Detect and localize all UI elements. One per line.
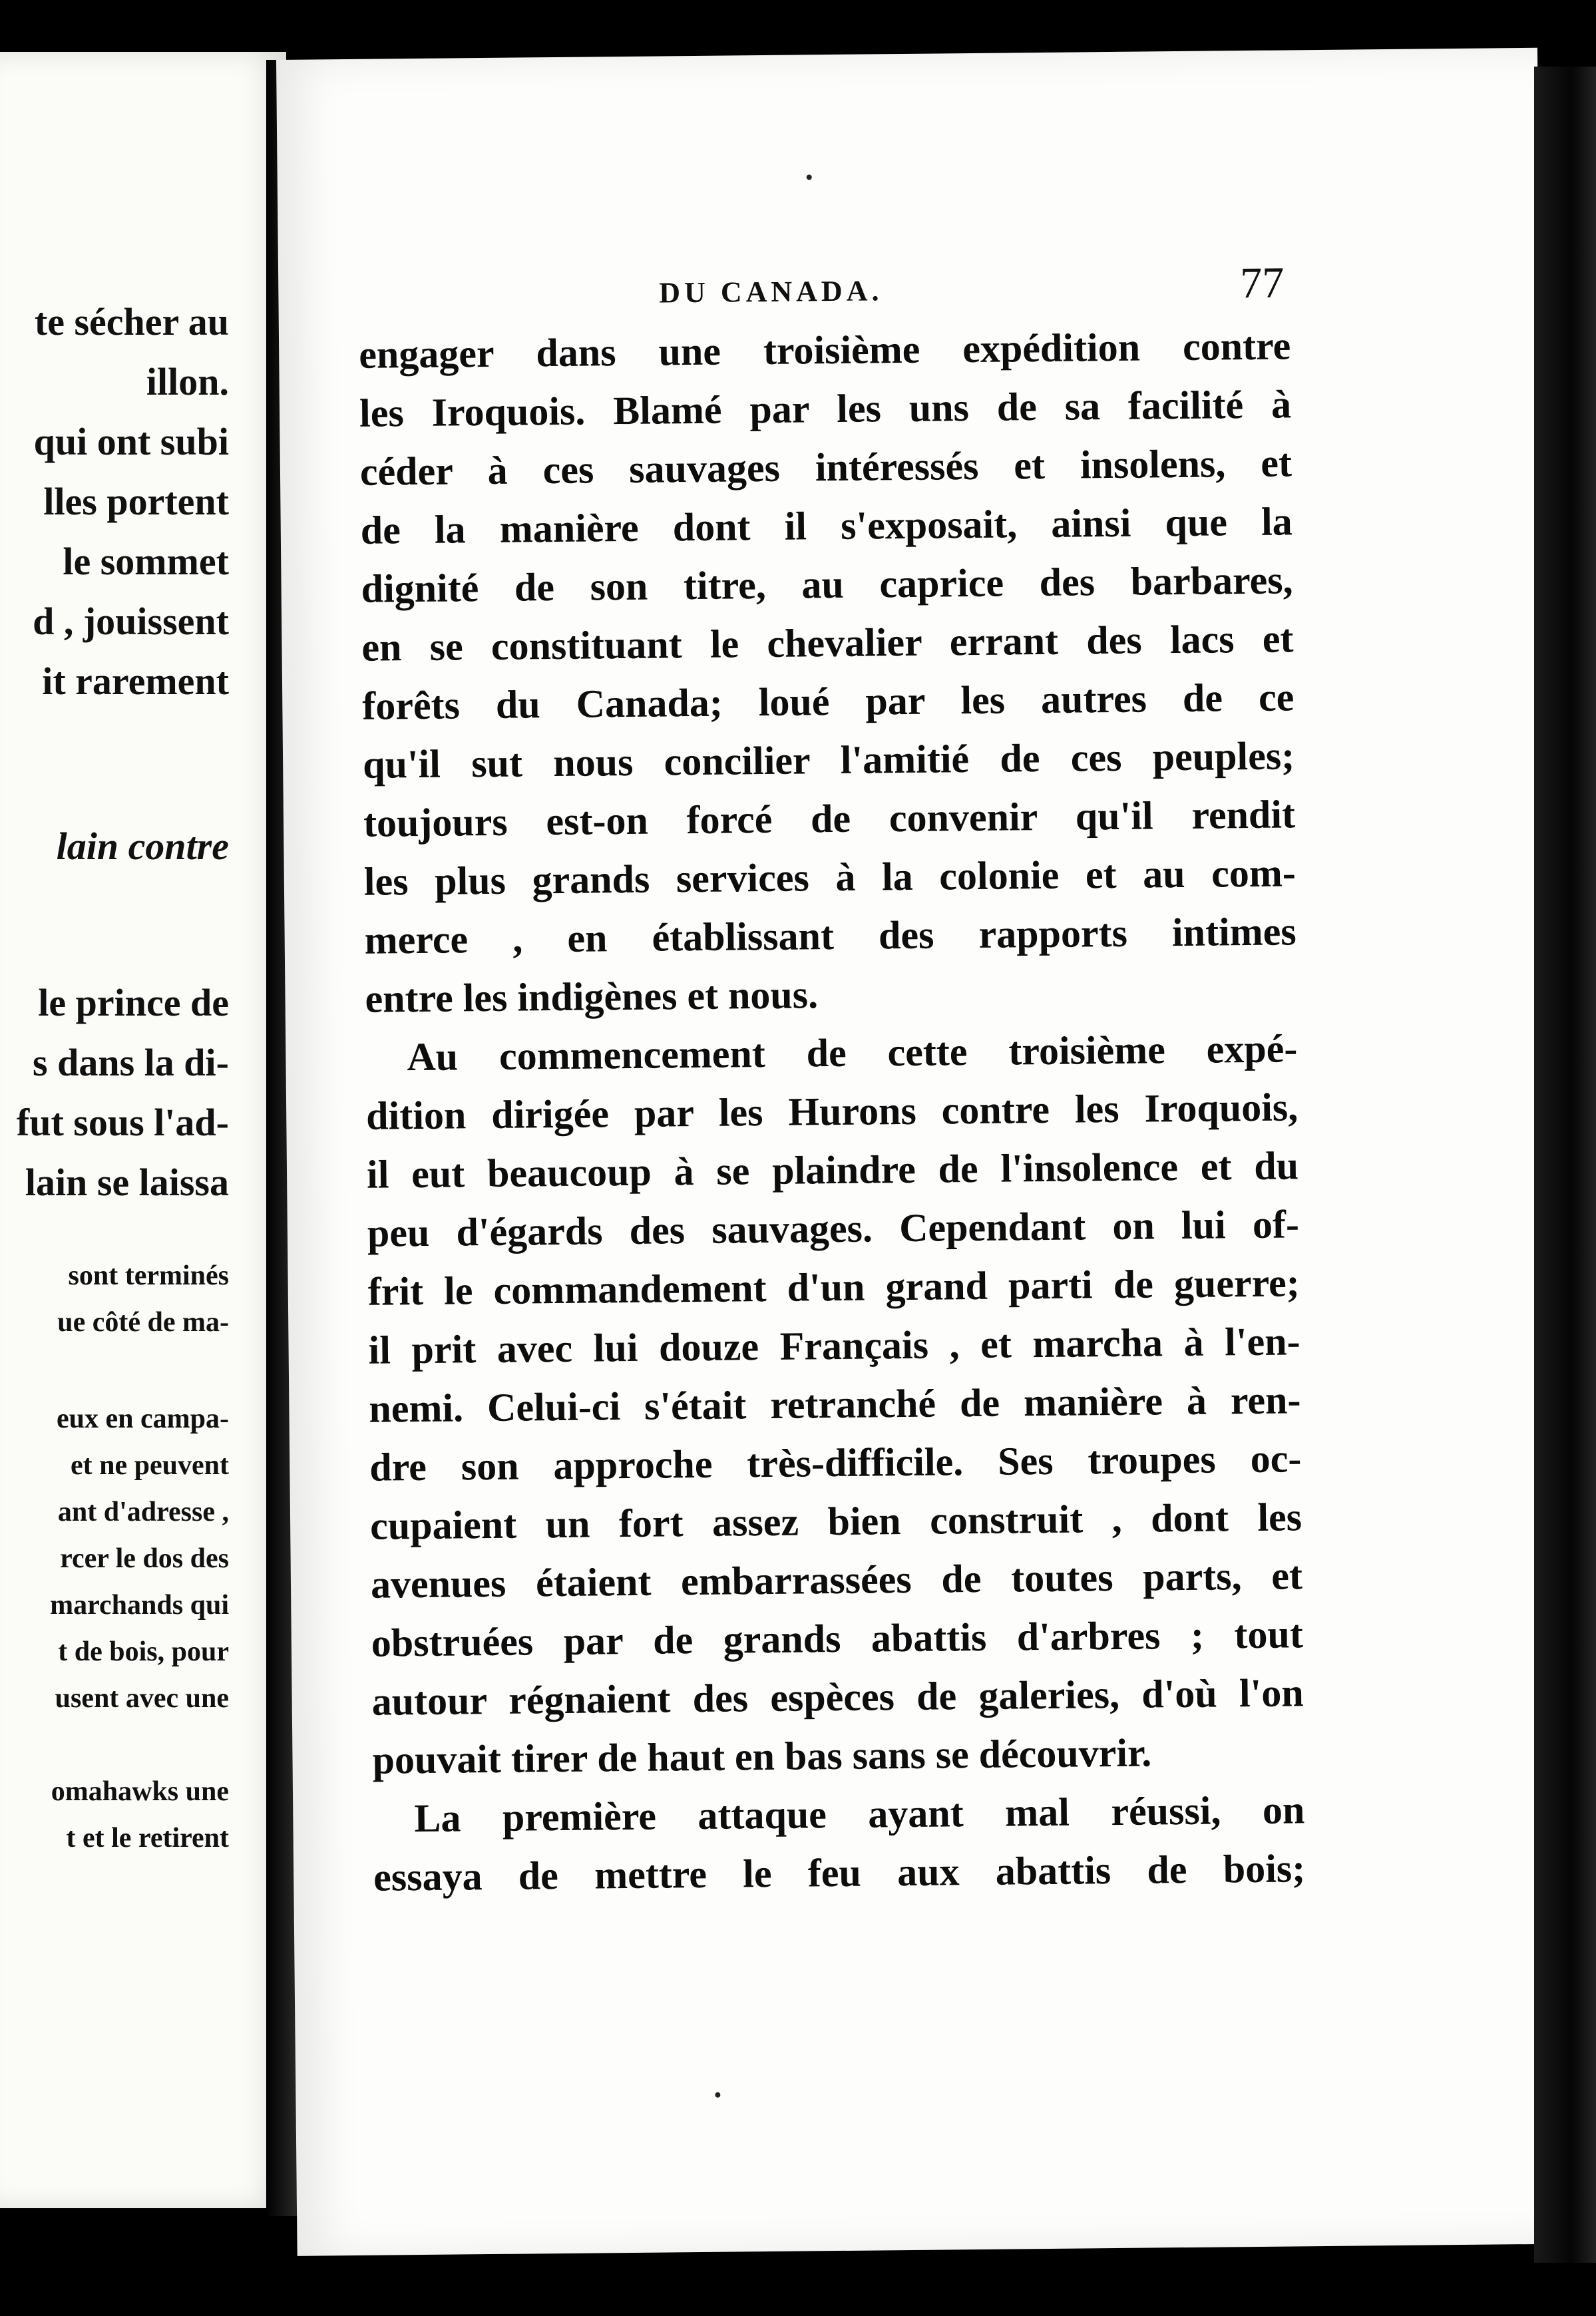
text-line: toujours est-on forcé de convenir qu'il rendit bbox=[363, 792, 1296, 845]
left-line: illon. bbox=[146, 360, 229, 403]
text-line: il eut beaucoup à se plaindre de l'insolence et du bbox=[366, 1143, 1299, 1197]
left-line: ue côté de ma- bbox=[57, 1307, 229, 1338]
left-line: eux en campa- bbox=[57, 1404, 229, 1434]
left-line: lain se laissa bbox=[25, 1161, 229, 1204]
text-line: pouvait tirer de haut en bas sans se découvrir. bbox=[372, 1730, 1152, 1782]
left-line: it rarement bbox=[42, 660, 229, 703]
text-line: merce , en établissant des rapports intimes bbox=[364, 909, 1297, 962]
text-line: en se constituant le chevalier errant des lacs et bbox=[361, 616, 1294, 670]
left-line: t de bois, pour bbox=[58, 1637, 229, 1667]
left-line: te sécher au bbox=[34, 300, 229, 343]
text-line: les plus grands services à la colonie et au com- bbox=[363, 851, 1297, 904]
text-line: engager dans une troisième expédition contre bbox=[358, 323, 1291, 377]
text-line: avenues étaient embarrassées de toutes parts, et bbox=[370, 1553, 1303, 1607]
right-page bbox=[276, 48, 1559, 2256]
left-line: sont terminés bbox=[68, 1260, 229, 1291]
left-line: usent avec une bbox=[55, 1683, 229, 1714]
left-page bbox=[0, 52, 286, 2208]
page-edge-shadow bbox=[1534, 67, 1596, 2263]
text-line: essaya de mettre le feu aux abattis de bois; bbox=[373, 1846, 1306, 1899]
left-line: lain contre bbox=[56, 825, 229, 868]
text-line: céder à ces sauvages intéressés et insolens, et bbox=[359, 441, 1293, 494]
left-line: qui ont subi bbox=[33, 420, 229, 463]
left-line: s dans la di- bbox=[33, 1041, 229, 1084]
text-line: Au commencement de cette troisième expé- bbox=[407, 1026, 1298, 1079]
text-line: dre son approche très-difficile. Ses troupes oc- bbox=[369, 1436, 1302, 1489]
left-line: marchands qui bbox=[50, 1590, 229, 1621]
left-line: t et le retirent bbox=[66, 1823, 229, 1853]
page-number: 77 bbox=[1239, 258, 1285, 308]
left-line: le sommet bbox=[63, 540, 229, 583]
text-line: les Iroquois. Blamé par les uns de sa facilité à bbox=[359, 382, 1292, 435]
text-line: qu'il sut nous concilier l'amitié de ces peuples; bbox=[362, 733, 1295, 787]
text-line: de la manière dont il s'exposait, ainsi que la bbox=[360, 499, 1293, 552]
text-line: cupaient un fort assez bien construit , dont les bbox=[369, 1495, 1302, 1548]
text-line: dignité de son titre, au caprice des barbares, bbox=[361, 558, 1293, 611]
text-line: nemi. Celui-ci s'était retranché de manière à ren- bbox=[369, 1378, 1301, 1431]
left-line: d , jouissent bbox=[33, 600, 229, 643]
text-line: obstruées par de grands abattis d'arbres ; tout bbox=[371, 1612, 1304, 1665]
left-line: ant d'adresse , bbox=[57, 1497, 229, 1527]
left-line: le prince de bbox=[38, 981, 229, 1024]
ink-speck bbox=[807, 174, 812, 180]
text-line: entre les indigènes et nous. bbox=[365, 972, 819, 1021]
running-head: DU CANADA. bbox=[659, 274, 883, 309]
text-line: peu d'égards des sauvages. Cependant on lui of- bbox=[367, 1202, 1300, 1255]
left-line: rcer le dos des bbox=[60, 1543, 229, 1574]
left-line: omahawks une bbox=[51, 1776, 229, 1807]
text-line: autour régnaient des espèces de galeries, d'où l'on bbox=[371, 1670, 1304, 1724]
text-line: frit le commandement d'un grand parti de guerre; bbox=[367, 1260, 1300, 1314]
text-line: dition dirigée par les Hurons contre les Iroquois, bbox=[365, 1085, 1298, 1138]
text-line: La première attaque ayant mal réussi, on bbox=[414, 1788, 1305, 1841]
text-line: forêts du Canada; loué par les autres de ce bbox=[362, 675, 1295, 728]
ink-speck bbox=[715, 2092, 720, 2098]
body-text bbox=[359, 316, 1306, 1906]
left-line: fut sous l'ad- bbox=[16, 1101, 229, 1144]
left-line: et ne peuvent bbox=[71, 1450, 229, 1481]
text-line: il prit avec lui douze Français , et marcha à l'en- bbox=[368, 1319, 1300, 1372]
left-line: lles portent bbox=[43, 480, 229, 523]
